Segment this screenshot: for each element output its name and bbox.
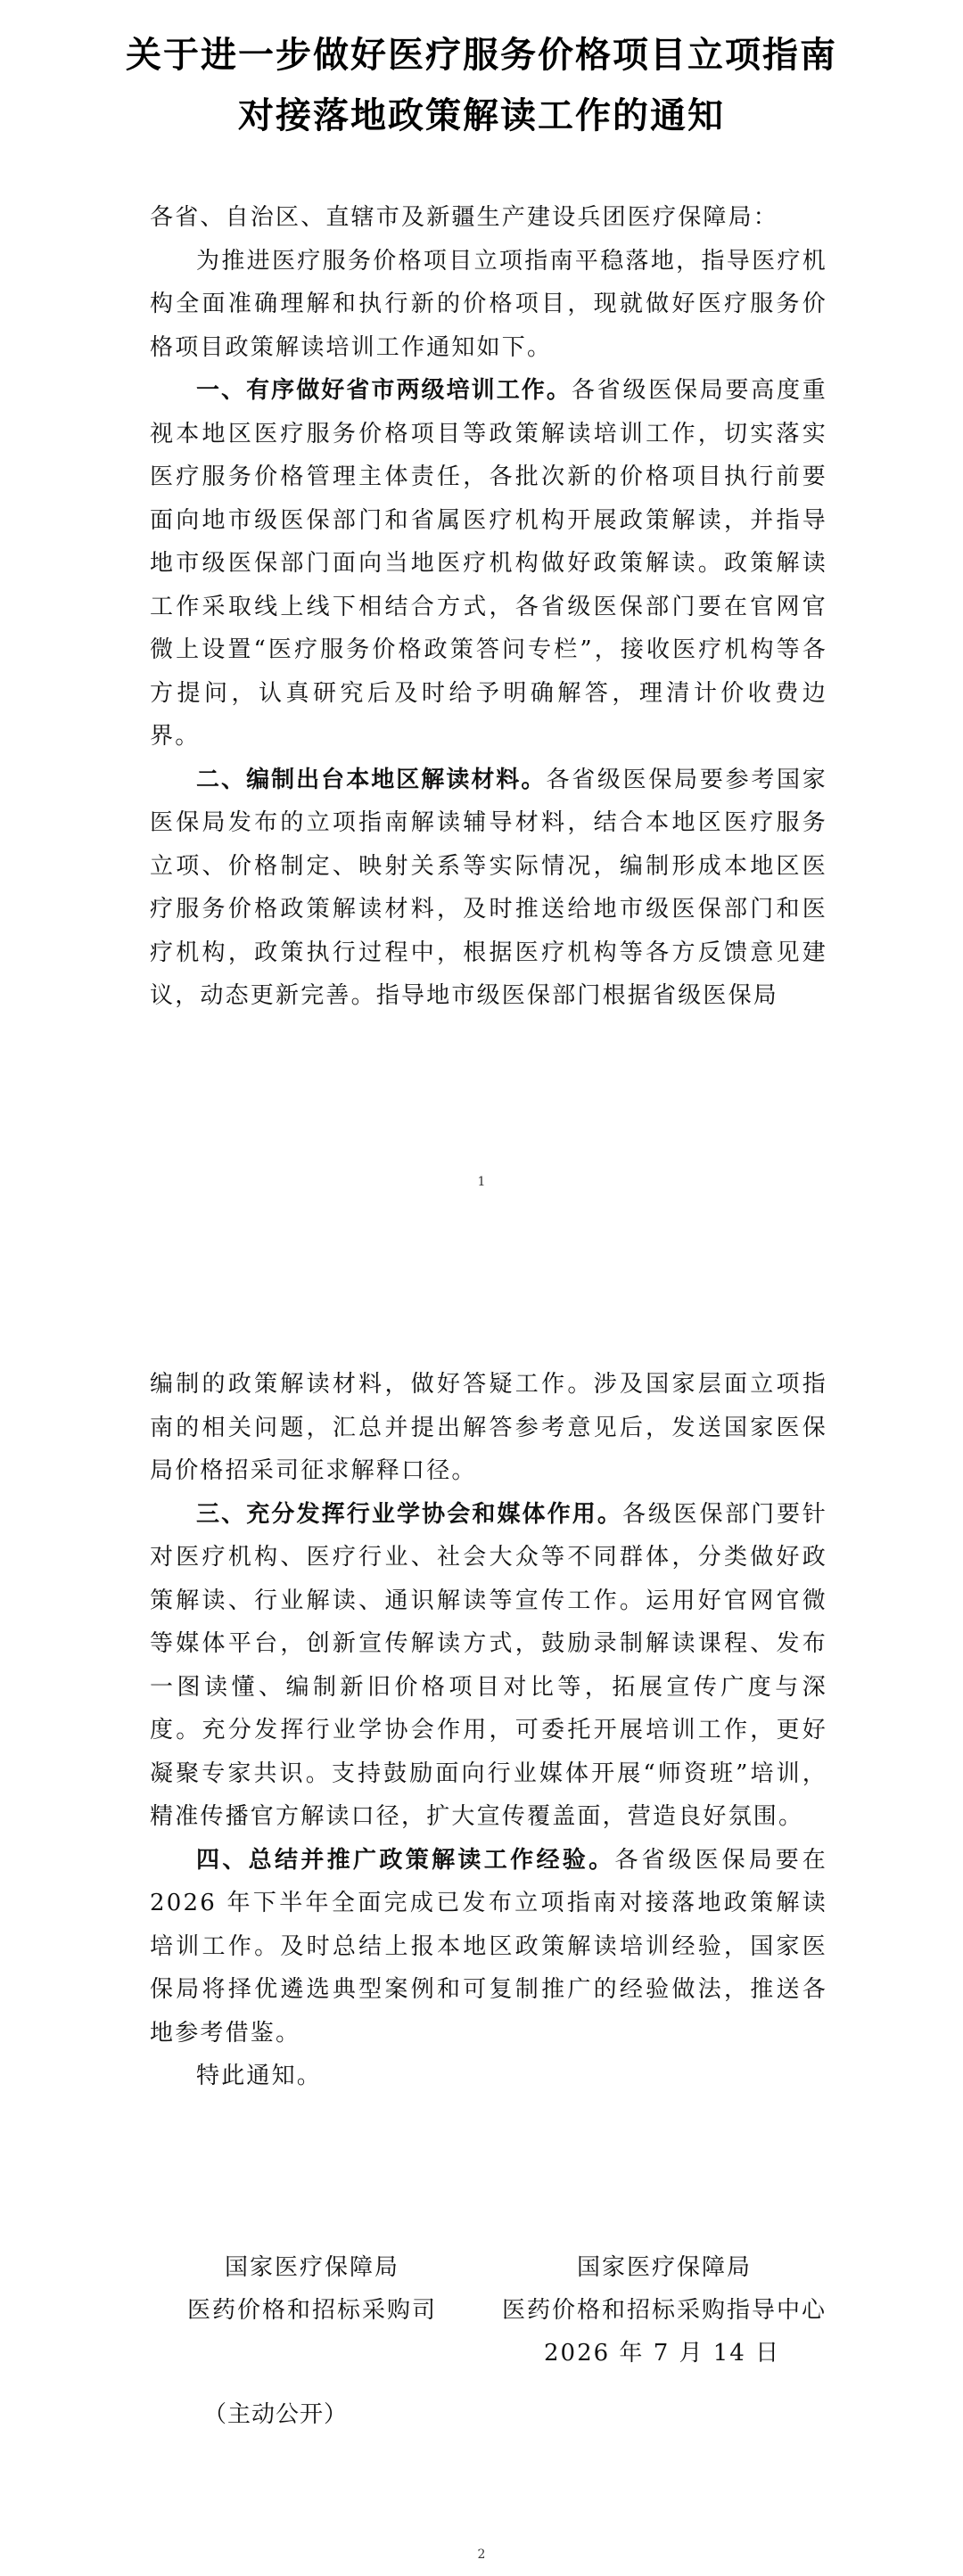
document-page-2 [0, 1288, 963, 2576]
section-1-text: 各省级医保局要高度重视本地区医疗服务价格项目等政策解读培训工作，切实落实医疗服务价格管理主体责任，各批次新的价格项目执行前要面向地市级医保部门和省属医疗机构开展政策解读，并指导地市级医保部门面向当地医疗机构做好政策解读。政策解读工作采取线上线下相结合方式，各省级医保部门要在官网官微上设置“医疗服务价格政策答问专栏”，接收医疗机构等各方提问，认真研究后及时给予明确解答，理清计价收费边界。 [150, 377, 827, 750]
section-4-text: 各省级医保局要在2026 年下半年全面完成已发布立项指南对接落地政策解读培训工作。及时总结上报本地区政策解读培训经验，国家医保局将择优遴选典型案例和可复制推广的经验做法，推送各地参考借鉴。 [150, 1846, 827, 2047]
section-2-text-part-1: 各省级医保局要参考国家医保局发布的立项指南解读辅导材料，结合本地区医疗服务立项、价格制定、映射关系等实际情况，编制形成本地区医疗服务价格政策解读材料，及时推送给地市级医保部门和医疗机构，政策执行过程中，根据医疗机构等各方反馈意见建议，动态更新完善。指导地市级医保部门根据省级医保局 [150, 766, 827, 1009]
page-number-1: 1 [477, 1175, 486, 1189]
section-4-paragraph [150, 1839, 827, 2055]
publicity-note: （主动公开） [203, 2401, 349, 2428]
section-4-heading: 四、总结并推广政策解读工作经验。 [196, 1846, 615, 1874]
section-2-heading: 二、编制出台本地区解读材料。 [196, 766, 547, 793]
section-3-text: 各级医保部门要针对医疗机构、医疗行业、社会大众等不同群体，分类做好政策解读、行业解读、通识解读等宣传工作。运用好官网官微等媒体平台，创新宣传解读方式，鼓励录制解读课程、发布一图读懂、编制新旧价格项目对比等，拓展宣传广度与深度。充分发挥行业学协会作用，可委托开展培训工作，更好凝聚专家共识。支持鼓励面向行业媒体开展“师资班”培训，精准传播官方解读口径，扩大宣传覆盖面，营造良好氛围。 [150, 1500, 827, 1830]
document-title-line-2: 对接落地政策解读工作的通知 [238, 95, 725, 136]
section-3-paragraph [150, 1493, 827, 1839]
salutation: 各省、自治区、直辖市及新疆生产建设兵团医疗保障局： [150, 204, 779, 231]
section-2-continuation: 编制的政策解读材料，做好答疑工作。涉及国家层面立项指南的相关问题，汇总并提出解答参考意见后，发送国家医保局价格招采司征求解释口径。 [150, 1371, 827, 1484]
signature-right [486, 2246, 843, 2332]
signature-right-org: 国家医疗保障局 [576, 2254, 752, 2281]
intro-paragraph: 为推进医疗服务价格项目立项指南平稳落地，指导医疗机构全面准确理解和执行新的价格项目，现就做好医疗服务价格项目政策解读培训工作通知如下。 [150, 247, 827, 361]
document-body-page-2 [150, 1363, 827, 2098]
signature-left-org: 国家医疗保障局 [224, 2254, 399, 2281]
signature-left-dept: 医药价格和招标采购司 [186, 2297, 437, 2324]
section-1-paragraph [150, 369, 827, 759]
document-body-page-1 [150, 196, 827, 1018]
section-3-heading: 三、充分发挥行业学协会和媒体作用。 [196, 1500, 623, 1528]
section-2-paragraph [150, 759, 827, 1018]
signature-left [169, 2246, 455, 2332]
page-number-2: 2 [477, 2547, 486, 2562]
section-1-heading: 一、有序做好省市两级培训工作。 [196, 377, 572, 404]
signature-date: 2026 年 7 月 14 日 [544, 2340, 781, 2367]
document-title-line-1: 关于进一步做好医疗服务价格项目立项指南 [126, 35, 837, 76]
signature-right-dept: 医药价格和招标采购指导中心 [501, 2297, 827, 2324]
closing-line: 特此通知。 [196, 2063, 323, 2089]
